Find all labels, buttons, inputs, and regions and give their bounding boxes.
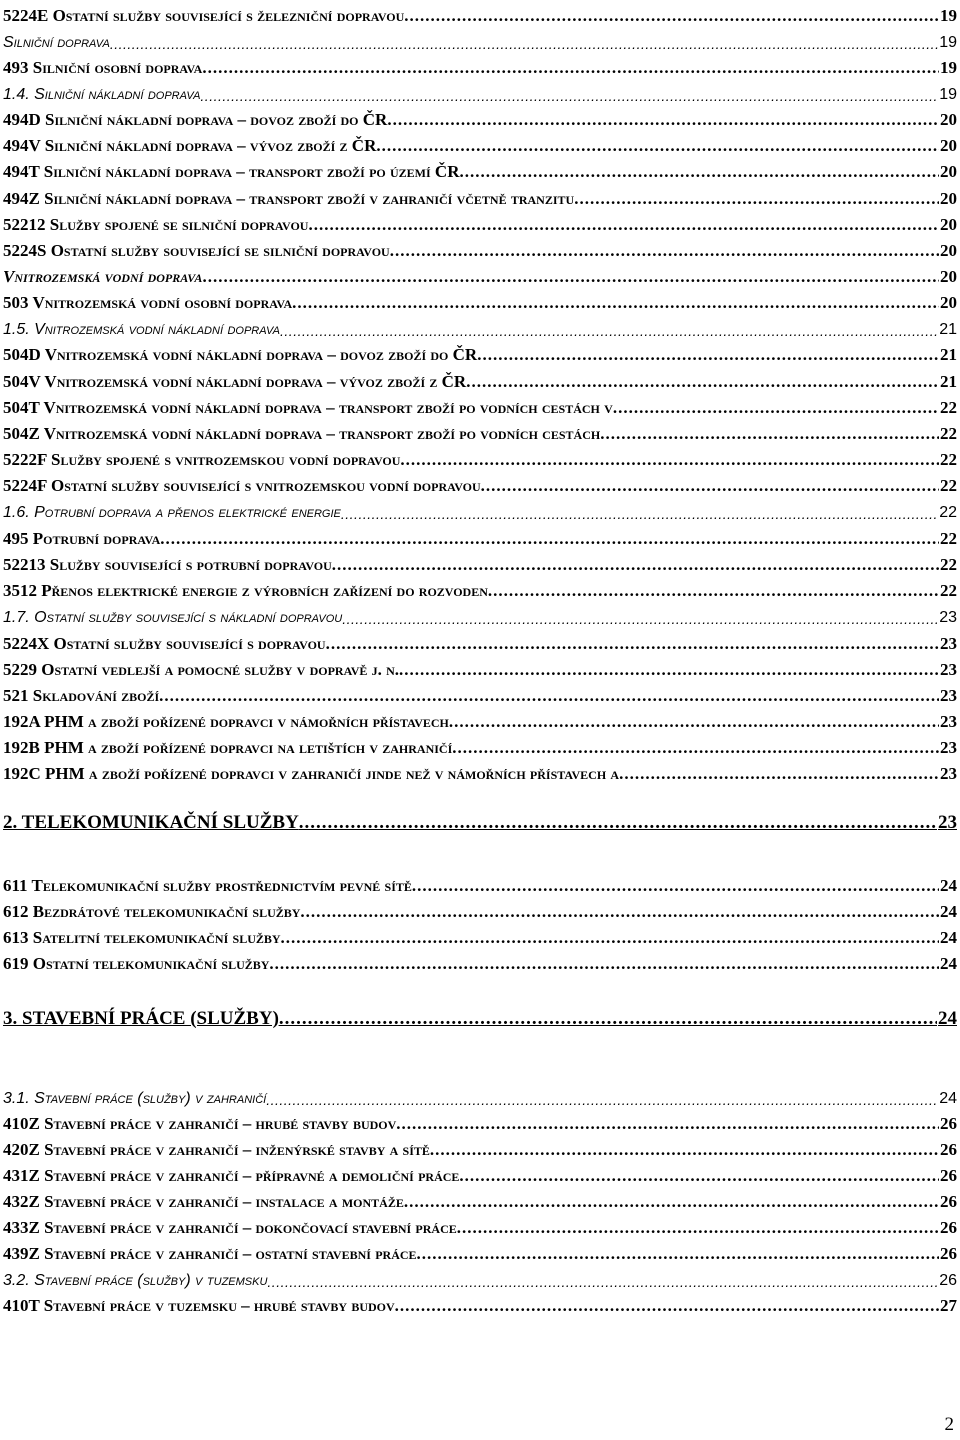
toc-entry[interactable] [3, 1134, 957, 1160]
toc-entry[interactable] [3, 549, 957, 575]
toc-entry[interactable] [3, 287, 957, 313]
toc-entry-label: 433Z Stavební práce v zahraničí – dokončovací stavební práce [3, 1218, 457, 1237]
toc-leader-dots [110, 36, 938, 52]
toc-entry-label: 611 Telekomunikační služby prostřednictvím pevné sítě [3, 876, 412, 895]
toc-entry[interactable] [3, 235, 957, 261]
toc-entry-label: 504V Vnitrozemská vodní nákladní doprava – vývoz zboží z ČR [3, 372, 467, 391]
toc-entry-label: 5229 Ostatní vedlejší a pomocné služby v dopravě j. n. [3, 660, 400, 679]
toc-leader-dots [281, 928, 939, 948]
toc-entry-page: 22 [940, 424, 957, 443]
toc-entry-label: 521 Skladování zboží [3, 686, 160, 705]
toc-entry-page: 26 [940, 1192, 957, 1211]
toc-entry-page: 26 [940, 1140, 957, 1159]
toc-leader-dots [449, 712, 939, 732]
toc-leader-dots [613, 398, 939, 418]
toc-entry-label: 5222F Služby spojené s vnitrozemskou vodní dopravou [3, 450, 401, 469]
toc-entry-label: 495 Potrubní doprava [3, 529, 161, 548]
toc-entry-page: 24 [938, 1008, 957, 1029]
toc-entry-page: 26 [939, 1272, 957, 1289]
toc-entry-page: 23 [940, 634, 957, 653]
toc-entry-page: 26 [940, 1166, 957, 1185]
toc-entry[interactable] [3, 78, 957, 104]
toc-entry[interactable] [3, 948, 957, 974]
toc-entry-page: 21 [939, 321, 957, 338]
toc-leader-dots [332, 555, 939, 575]
toc-entry[interactable] [3, 444, 957, 470]
toc-leader-dots [399, 660, 939, 680]
toc-entry-page: 20 [940, 110, 957, 129]
toc-leader-dots [488, 581, 939, 601]
toc-entry[interactable] [3, 1186, 957, 1212]
toc-entry[interactable] [3, 1264, 957, 1290]
toc-entry-page: 26 [940, 1114, 957, 1133]
toc-entry[interactable] [3, 26, 957, 52]
toc-entry-label: 2. TELEKOMUNIKAČNÍ SLUŽBY [3, 812, 299, 833]
toc-leader-dots [266, 1092, 938, 1108]
toc-entry-page: 22 [940, 581, 957, 600]
toc-entry-label: 410Z Stavební práce v zahraničí – hrubé stavby budov [3, 1114, 397, 1133]
toc-entry[interactable] [3, 104, 957, 130]
toc-entry-label: 52212 Služby spojené se silniční dopravou [3, 215, 309, 234]
toc-entry-label: 1.4. Silniční nákladní doprava [3, 86, 201, 103]
toc-entry-label: 613 Satelitní telekomunikační služby [3, 928, 281, 947]
toc-entry-page: 22 [939, 504, 957, 521]
toc-entry[interactable] [3, 680, 957, 706]
toc-entry-page: 24 [940, 876, 957, 895]
toc-entry[interactable] [3, 130, 957, 156]
toc-entry[interactable] [3, 313, 957, 339]
toc-leader-dots [477, 345, 939, 365]
toc-entry-page: 21 [940, 372, 957, 391]
toc-leader-dots [390, 241, 939, 261]
toc-entry-label: 1.7. Ostatní služby související s nákladní dopravou [3, 609, 343, 626]
toc-entry[interactable] [3, 1108, 957, 1134]
toc-entry-page: 23 [940, 660, 957, 679]
toc-leader-dots [404, 1192, 939, 1212]
toc-entry[interactable] [3, 628, 957, 654]
toc-leader-dots [400, 450, 939, 470]
toc-entry-page: 22 [940, 529, 957, 548]
toc-leader-dots [269, 954, 939, 974]
toc-entry[interactable] [3, 366, 957, 392]
toc-entry-page: 24 [940, 954, 957, 973]
toc-entry-label: 504T Vnitrozemská vodní nákladní doprava – transport zboží po vodních cestách v [3, 398, 613, 417]
toc-entry-label: 3.2. Stavební práce (služby) v tuzemsku [3, 1272, 268, 1289]
toc-leader-dots [457, 1218, 939, 1238]
toc-entry-label: 410T Stavební práce v tuzemsku – hrubé stavby budov [3, 1296, 395, 1315]
toc-entry[interactable] [3, 392, 957, 418]
toc-leader-dots [619, 764, 939, 784]
toc-leader-dots [459, 1166, 939, 1186]
toc-entry[interactable] [3, 1082, 957, 1108]
toc-entry-page: 23 [940, 764, 957, 783]
toc-entry-label: 1.5. Vnitrozemská vodní nákladní doprava [3, 321, 281, 338]
toc-entry-page: 22 [940, 476, 957, 495]
toc-entry[interactable] [3, 1238, 957, 1264]
toc-leader-dots [574, 189, 939, 209]
toc-entry[interactable] [3, 496, 957, 522]
toc-entry-page: 23 [939, 609, 957, 626]
toc-entry[interactable] [3, 601, 957, 627]
toc-entry-label: Vnitrozemská vodní doprava [3, 267, 203, 286]
toc-entry[interactable] [3, 654, 957, 680]
toc-entry[interactable] [3, 209, 957, 235]
toc-entry[interactable] [3, 870, 957, 896]
toc-entry-label: 494Z Silniční nákladní doprava – transport zboží v zahraničí včetně tranzitu [3, 189, 575, 208]
toc-entry-page: 26 [940, 1218, 957, 1237]
toc-leader-dots [299, 812, 937, 834]
toc-entry-label: 439Z Stavební práce v zahraničí – ostatní stavební práce [3, 1244, 417, 1263]
toc-leader-dots [395, 1296, 939, 1316]
toc-entry-page: 24 [940, 928, 957, 947]
toc-leader-dots [430, 1140, 939, 1160]
toc-entry-label: 431Z Stavební práce v zahraničí – přípravné a demoliční práce [3, 1166, 460, 1185]
toc-entry[interactable] [3, 0, 957, 26]
toc-entry[interactable] [3, 261, 957, 287]
toc-entry-label: 5224X Ostatní služby související s dopravou [3, 634, 326, 653]
toc-entry-label: 5224S Ostatní služby související se silniční dopravou [3, 241, 390, 260]
toc-leader-dots [341, 506, 938, 522]
toc-entry-label: 192C PHM a zboží pořízené dopravci v zahraničí jinde než v námořních přístavech a [3, 764, 620, 783]
toc-leader-dots [202, 267, 939, 287]
toc-entry-label: 619 Ostatní telekomunikační služby [3, 954, 270, 973]
toc-leader-dots [459, 162, 939, 182]
toc-entry[interactable] [3, 706, 957, 732]
toc-entry[interactable] [3, 1290, 957, 1316]
toc-entry-page: 23 [940, 712, 957, 731]
toc-entry-page: 20 [940, 267, 957, 286]
toc-entry[interactable] [3, 758, 957, 784]
toc-entry-page: 26 [940, 1244, 957, 1263]
toc-entry[interactable] [3, 523, 957, 549]
toc-entry[interactable] [3, 922, 957, 948]
toc-entry[interactable] [3, 808, 957, 834]
toc-leader-dots [466, 372, 939, 392]
toc-entry-label: 5224F Ostatní služby související s vnitrozemskou vodní dopravou [3, 476, 481, 495]
toc-leader-dots [292, 293, 939, 313]
toc-entry[interactable] [3, 575, 957, 601]
toc-leader-dots [308, 215, 939, 235]
toc-entry-label: 3512 Přenos elektrické energie z výrobních zařízení do rozvoden [3, 581, 488, 600]
toc-entry[interactable] [3, 470, 957, 496]
toc-entry-label: 504D Vnitrozemská vodní nákladní doprava – dovoz zboží do ČR [3, 345, 478, 364]
toc-leader-dots [300, 902, 939, 922]
toc-entry-label: 494D Silniční nákladní doprava – dovoz zboží do ČR [3, 110, 388, 129]
toc-entry-label: 5224E Ostatní služby související s železniční dopravou [3, 6, 405, 25]
toc-leader-dots [396, 1114, 939, 1134]
toc-entry[interactable] [3, 156, 957, 182]
toc-entry-label: 1.6. Potrubní doprava a přenos elektrické energie [3, 504, 341, 521]
toc-entry-page: 27 [940, 1296, 957, 1315]
toc-entry-page: 23 [940, 738, 957, 757]
toc-entry-label: 432Z Stavební práce v zahraničí – instalace a montáže [3, 1192, 404, 1211]
toc-entry-page: 22 [940, 398, 957, 417]
toc-entry-label: 192A PHM a zboží pořízené dopravci v námořních přístavech [3, 712, 449, 731]
toc-entry-page: 20 [940, 136, 957, 155]
toc-entry-label: 503 Vnitrozemská vodní osobní doprava [3, 293, 293, 312]
toc-entry-page: 22 [940, 450, 957, 469]
toc-entry-label: 52213 Služby související s potrubní dopravou [3, 555, 332, 574]
toc-entry-page: 24 [940, 902, 957, 921]
toc-leader-dots [417, 1244, 939, 1264]
toc-entry-label: 3. STAVEBNÍ PRÁCE (SLUŽBY) [3, 1008, 279, 1029]
toc-entry-page: 23 [938, 812, 957, 833]
toc-entry-page: 20 [940, 241, 957, 260]
toc-entry-page: 24 [939, 1090, 957, 1107]
toc-entry[interactable] [3, 52, 957, 78]
toc-entry-label: 494V Silniční nákladní doprava – vývoz zboží z ČR [3, 136, 377, 155]
toc-entry-label: 612 Bezdrátové telekomunikační služby [3, 902, 301, 921]
toc-entry-page: 20 [940, 293, 957, 312]
toc-entry-page: 19 [939, 86, 957, 103]
toc-leader-dots [280, 323, 938, 339]
toc-leader-dots [376, 136, 939, 156]
toc-entry[interactable] [3, 896, 957, 922]
toc-entry[interactable] [3, 1160, 957, 1186]
toc-leader-dots [202, 58, 939, 78]
toc-entry-page: 20 [940, 215, 957, 234]
toc-leader-dots [404, 6, 939, 26]
toc-entry-page: 22 [940, 555, 957, 574]
toc-entry[interactable] [3, 183, 957, 209]
toc-entry-label: 493 Silniční osobní doprava [3, 58, 203, 77]
toc-entry-page: 19 [940, 58, 957, 77]
toc-entry-label: 504Z Vnitrozemská vodní nákladní doprava – transport zboží po vodních cestách [3, 424, 601, 443]
toc-entry[interactable] [3, 1004, 957, 1030]
toc-entry[interactable] [3, 1212, 957, 1238]
toc-leader-dots [326, 634, 939, 654]
toc-leader-dots [600, 424, 939, 444]
toc-entry-label: 420Z Stavební práce v zahraničí – inženýrské stavby a sítě [3, 1140, 430, 1159]
toc-entry-page: 20 [940, 162, 957, 181]
page-number: 2 [944, 1414, 954, 1435]
toc-leader-dots [160, 529, 939, 549]
toc-leader-dots [159, 686, 939, 706]
toc-entry[interactable] [3, 418, 957, 444]
toc-leader-dots [452, 738, 939, 758]
toc-entry-label: 192B PHM a zboží pořízené dopravci na letištích v zahraničí [3, 738, 453, 757]
toc-entry-page: 20 [940, 189, 957, 208]
toc-leader-dots [200, 88, 938, 104]
toc-entry-label: Silniční doprava [3, 34, 110, 51]
toc-leader-dots [279, 1008, 937, 1030]
toc-leader-dots [481, 476, 939, 496]
toc-entry-label: 3.1. Stavební práce (služby) v zahraničí [3, 1090, 267, 1107]
toc-entry-label: 494T Silniční nákladní doprava – transport zboží po území ČR [3, 162, 460, 181]
toc-leader-dots [412, 876, 939, 896]
toc-entry-page: 19 [939, 34, 957, 51]
toc-entry[interactable] [3, 732, 957, 758]
toc-leader-dots [267, 1274, 938, 1290]
toc-entry[interactable] [3, 339, 957, 365]
toc-entry-page: 19 [940, 6, 957, 25]
toc-leader-dots [387, 110, 939, 130]
toc-entry-page: 21 [940, 345, 957, 364]
toc-entry-page: 23 [940, 686, 957, 705]
toc-leader-dots [342, 611, 938, 627]
